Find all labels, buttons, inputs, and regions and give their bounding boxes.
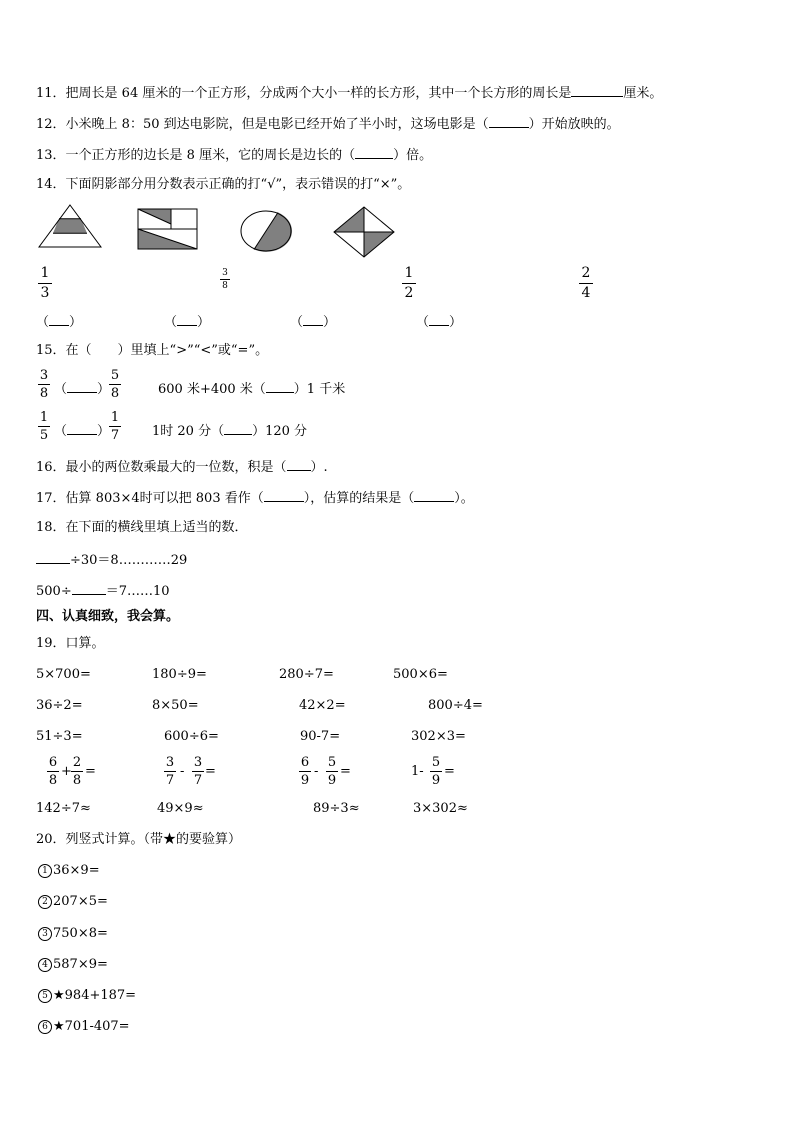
q19-r5-d: 3×302≈ bbox=[413, 801, 468, 816]
q18-line-1: ÷30＝8…………29 bbox=[36, 551, 187, 569]
circled-number-icon: 4 bbox=[38, 958, 52, 972]
fraction-numerator: 1 bbox=[40, 265, 50, 281]
q19-r2-d: 800÷4= bbox=[428, 698, 483, 713]
circled-number-icon: 5 bbox=[38, 989, 52, 1003]
q19-r4-b-op: - bbox=[180, 764, 185, 779]
fraction-numerator: 1 bbox=[404, 265, 414, 281]
q19-r4-d-f2: 5 9 bbox=[431, 755, 441, 788]
circled-number-icon: 2 bbox=[38, 895, 52, 909]
q12-answer-blank[interactable] bbox=[489, 115, 529, 128]
q15-r2-fraction-a: 1 5 bbox=[39, 410, 49, 443]
question-11 bbox=[36, 84, 662, 102]
q14-fraction-1 bbox=[38, 265, 52, 302]
fraction-denominator: 3 bbox=[40, 285, 50, 301]
question-16: 16．最小的两位数乘最大的一位数，积是（ ）. bbox=[36, 460, 328, 475]
q19-r1-d: 500×6= bbox=[393, 667, 448, 682]
circled-number-icon: 1 bbox=[38, 864, 52, 878]
q19-r2-b: 8×50= bbox=[152, 698, 199, 713]
q19-r5-a: 142÷7≈ bbox=[36, 801, 91, 816]
q19-r4-c-eq: = bbox=[340, 764, 351, 779]
q15-r1-fraction-b: 5 8 bbox=[110, 368, 120, 401]
q19-r1-c: 280÷7= bbox=[279, 667, 334, 682]
question-17: 17．估算 803×4时可以把 803 看作（ ），估算的结果是（ ）。 bbox=[36, 491, 474, 506]
q20-item-4: 4 587×9= bbox=[38, 957, 108, 973]
q14-answer-3[interactable]: （ ） bbox=[290, 315, 337, 330]
rectangle-figure bbox=[136, 208, 199, 251]
q18-line-2: 500÷ ＝7……10 bbox=[36, 584, 170, 599]
circle-figure bbox=[239, 209, 293, 253]
q19-r4-c-op: - bbox=[314, 764, 319, 779]
q19-r4-c-f1: 6 9 bbox=[300, 755, 310, 788]
q19-r4-d-pre: 1- bbox=[411, 764, 424, 779]
q13-text: 13．一个正方形的边长是 8 厘米，它的周长是边长的（ bbox=[36, 148, 356, 163]
q14-fraction-4 bbox=[579, 265, 593, 302]
q19-r3-c: 90-7= bbox=[300, 729, 341, 744]
q20-item-5: 5 ★984+187= bbox=[38, 988, 136, 1004]
question-20: 20．列竖式计算。（带★的要验算） bbox=[36, 832, 242, 847]
question-14: 14．下面阴影部分用分数表示正确的打“√”，表示错误的打“×”。 bbox=[36, 177, 411, 192]
q14-fraction-3 bbox=[402, 265, 416, 302]
q14-answer-2[interactable]: （ ） bbox=[164, 315, 211, 330]
question-12 bbox=[36, 115, 620, 133]
question-15: 15．在（ ）里填上“>”“<”或“=”。 bbox=[36, 343, 269, 358]
q19-r4-b-eq: = bbox=[205, 764, 216, 779]
q19-r5-c: 89÷3≈ bbox=[313, 801, 360, 816]
q17-blank-1[interactable] bbox=[264, 489, 304, 502]
q18-blank-2[interactable] bbox=[72, 582, 106, 595]
q15-r1-expr-blank[interactable] bbox=[266, 380, 294, 393]
q19-r4-d-eq: = bbox=[444, 764, 455, 779]
q18-blank-1[interactable] bbox=[36, 551, 70, 564]
q15-r1-fraction-a: 3 8 bbox=[39, 368, 49, 401]
q19-r4-a-f1: 6 8 bbox=[48, 755, 58, 788]
question-13 bbox=[36, 146, 432, 164]
q19-r4-c-f2: 5 9 bbox=[327, 755, 337, 788]
fraction-numerator: 3 bbox=[222, 268, 228, 278]
q11-text: 11．把周长是 64 厘米的一个正方形，分成两个大小一样的长方形，其中一个长方形的周长是 bbox=[36, 86, 572, 101]
q15-r2-fraction-b: 1 7 bbox=[110, 410, 120, 443]
q19-r4-b-f2: 3 7 bbox=[193, 755, 203, 788]
fraction-denominator: 2 bbox=[404, 285, 414, 301]
q13-answer-blank[interactable] bbox=[355, 146, 393, 159]
question-19: 19．口算。 bbox=[36, 636, 105, 651]
q19-r2-a: 36÷2= bbox=[36, 698, 83, 713]
q19-r3-d: 302×3= bbox=[411, 729, 466, 744]
q12-text-end: ）开始放映的。 bbox=[528, 117, 620, 132]
q19-r5-b: 49×9≈ bbox=[157, 801, 204, 816]
fraction-denominator: 4 bbox=[581, 285, 591, 301]
q19-r4-b-f1: 3 7 bbox=[165, 755, 175, 788]
q11-answer-blank[interactable] bbox=[571, 84, 623, 97]
q20-item-3: 3 750×8= bbox=[38, 926, 108, 942]
q15-r2-blank[interactable]: （ ） bbox=[54, 424, 111, 439]
q17-blank-2[interactable] bbox=[414, 489, 454, 502]
q19-r4-a-eq: = bbox=[85, 764, 96, 779]
question-18: 18．在下面的横线里填上适当的数． bbox=[36, 520, 248, 535]
q19-r4-a-op: + bbox=[61, 764, 72, 779]
diamond-figure bbox=[333, 206, 395, 258]
q12-text: 12．小米晚上 8：50 到达电影院，但是电影已经开始了半小时，这场电影是（ bbox=[36, 117, 489, 132]
circled-number-icon: 6 bbox=[38, 1020, 52, 1034]
q14-fraction-2 bbox=[220, 268, 230, 291]
q15-r2-expr: 1时 20 分（ ）120 分 bbox=[152, 424, 308, 439]
q11-unit: 厘米。 bbox=[623, 86, 663, 101]
q19-r3-a: 51÷3= bbox=[36, 729, 83, 744]
q15-r2-expr-blank[interactable] bbox=[224, 422, 252, 435]
q15-r1-expr: 600 米+400 米（ ）1 千米 bbox=[158, 382, 346, 397]
q14-answer-1[interactable]: （ ） bbox=[36, 315, 83, 330]
q19-r2-c: 42×2= bbox=[299, 698, 346, 713]
fraction-denominator: 8 bbox=[222, 281, 228, 291]
q19-r1-b: 180÷9= bbox=[152, 667, 207, 682]
q16-answer-blank[interactable] bbox=[287, 458, 311, 471]
circled-number-icon: 3 bbox=[38, 927, 52, 941]
q20-item-1: 1 36×9= bbox=[38, 863, 100, 879]
q19-r1-a: 5×700= bbox=[36, 667, 91, 682]
q19-r3-b: 600÷6= bbox=[164, 729, 219, 744]
triangle-figure bbox=[38, 204, 102, 248]
q19-r4-a-f2: 2 8 bbox=[72, 755, 82, 788]
q20-item-2: 2 207×5= bbox=[38, 894, 108, 910]
q14-answer-4[interactable]: （ ） bbox=[416, 315, 463, 330]
fraction-numerator: 2 bbox=[581, 265, 591, 281]
q15-r1-blank[interactable]: （ ） bbox=[54, 382, 111, 397]
q20-item-6: 6 ★701-407= bbox=[38, 1019, 130, 1035]
section-heading: 四、认真细致，我会算。 bbox=[36, 609, 180, 624]
q13-text-end: ）倍。 bbox=[393, 148, 433, 163]
